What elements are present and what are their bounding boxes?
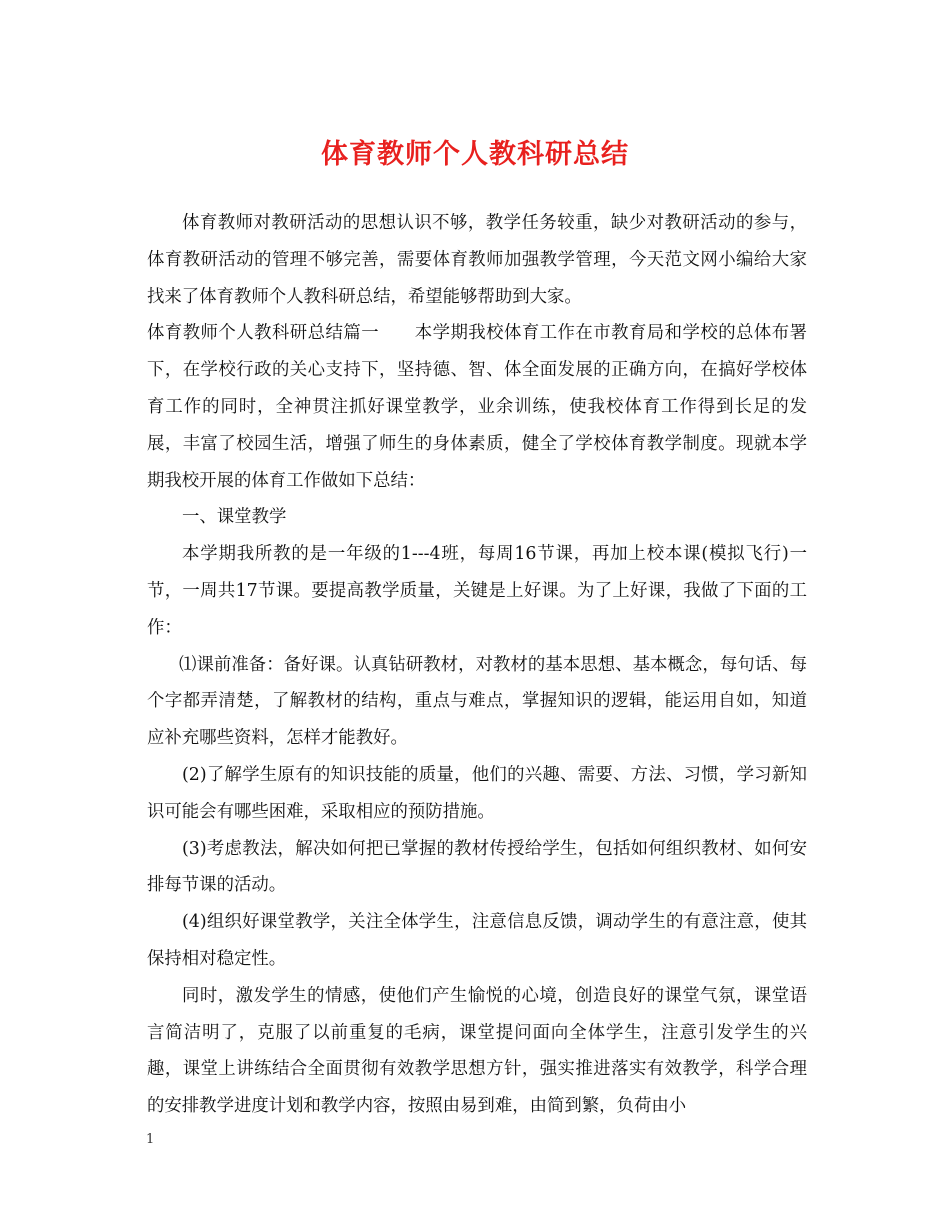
prep-item-3-paragraph: (3)考虑教法，解决如何把已掌握的教材传授给学生，包括如何组织教材、如何安排每节课的活动。 — [147, 838, 807, 896]
page-number: 1 — [146, 1132, 155, 1147]
prep-item-1-paragraph: ⑴课前准备：备好课。认真钻研教材，对教材的基本思想、基本概念，每句话、每个字都弄清楚，了解教材的结构，重点与难点，掌握知识的逻辑，能运用自如，知道应补充哪些资料，怎样才能教好。 — [147, 654, 807, 749]
prep-item-4-paragraph: (4)组织好课堂教学，关注全体学生，注意信息反馈，调动学生的有意注意，使其保持相对稳定性。 — [147, 912, 807, 969]
section-one-paragraph: 体育教师个人教科研总结篇一 本学期我校体育工作在市教育局和学校的总体布署下，在学校行政的关心支持下，坚持德、智、体全面发展的正确方向，在搞好学校体育工作的同时，全神贯注抓好课堂教学，业余训练，使我校体育工作得到长足的发展，丰富了校园生活，增强了师生的身体素质，健全了学校体育教学制度。现就本学期我校开展的体育工作做如下总结： — [147, 323, 807, 491]
classroom-atmosphere-paragraph: 同时，激发学生的情感，使他们产生愉悦的心境，创造良好的课堂气氛，课堂语言简洁明了，克服了以前重复的毛病，课堂提问面向全体学生，注意引发学生的兴趣，课堂上讲练结合全面贯彻有效教学思想方针，强实推进落实有效教学，科学合理的安排教学进度计划和教学内容，按照由易到难，由简到繁，负荷由小 — [147, 985, 807, 1117]
document-body — [147, 205, 807, 1125]
teaching-load-paragraph: 本学期我所教的是一年级的1---4班，每周16节课，再加上校本课(模拟飞行)一节，一周共17节课。要提高教学质量，关键是上好课。为了上好课，我做了下面的工作： — [147, 544, 807, 638]
document-title: 体育教师个人教科研总结 — [321, 139, 629, 170]
prep-item-2-paragraph: (2)了解学生原有的知识技能的质量，他们的兴趣、需要、方法、习惯，学习新知识可能会有哪些困难，采取相应的预防措施。 — [147, 764, 807, 822]
intro-paragraph: 体育教师对教研活动的思想认识不够，教学任务较重，缺少对教研活动的参与，体育教研活动的管理不够完善，需要体育教师加强教学管理，今天范文网小编给大家找来了体育教师个人教科研总结，希望能够帮助到大家。 — [147, 213, 807, 307]
section-heading-classroom-teaching: 一、课堂教学 — [182, 507, 287, 528]
